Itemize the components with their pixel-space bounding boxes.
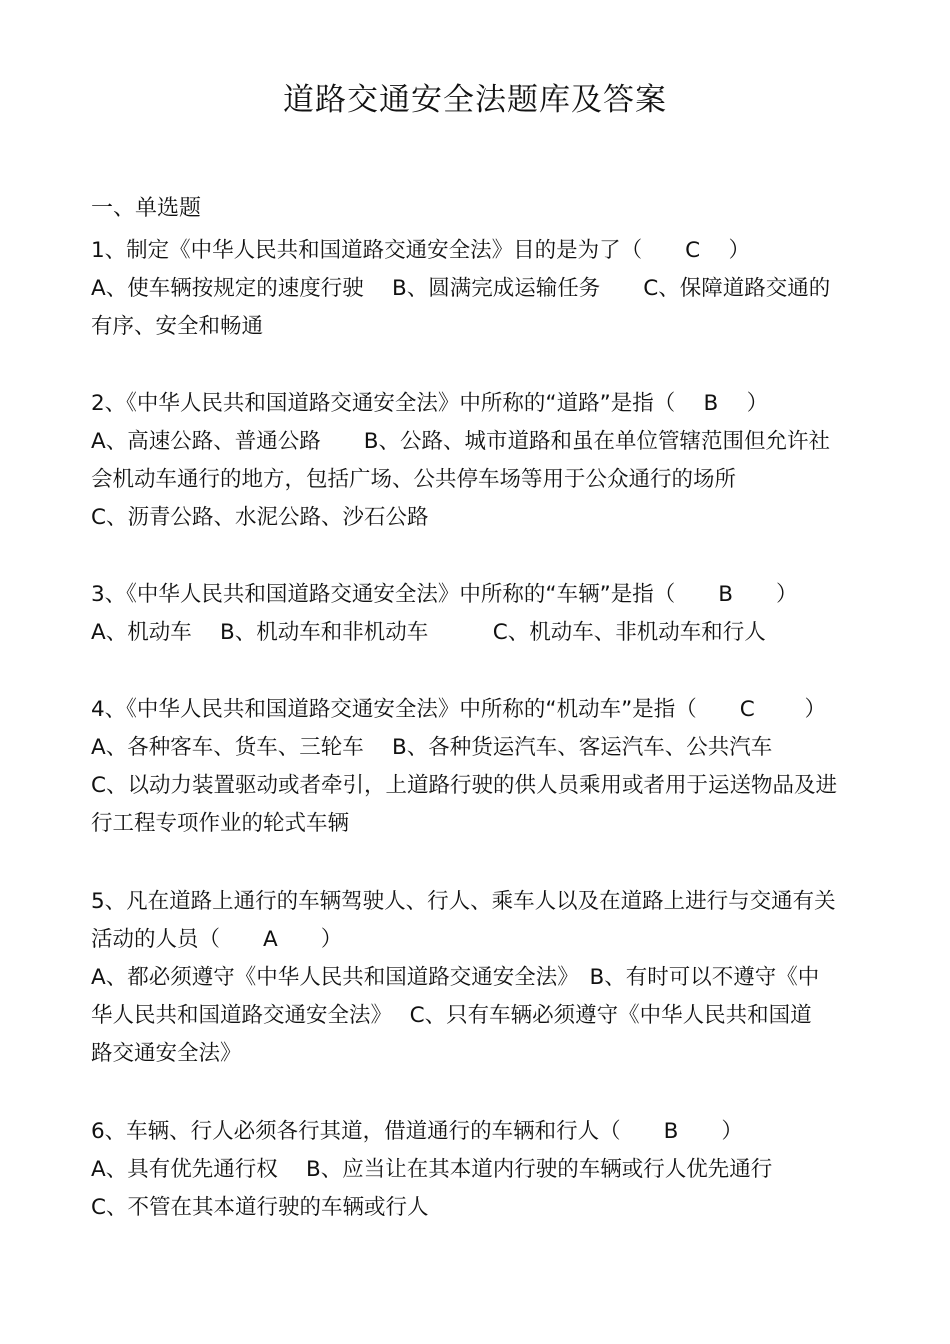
question-1-options: A、使车辆按规定的速度行驶 B、圆满完成运输任务 C、保障道路交通的 (91, 276, 831, 301)
question-3-stem: 3、《中华人民共和国道路交通安全法》中所称的“车辆”是指（ B ） (91, 582, 798, 607)
question-1-options-cont: 有序、安全和畅通 (91, 314, 264, 339)
question-6-stem: 6、车辆、行人必须各行其道，借道通行的车辆和行人（ B ） (91, 1119, 743, 1144)
question-4-options: A、各种客车、货车、三轮车 B、各种货运汽车、客运汽车、公共汽车 (91, 735, 773, 760)
document-title: 道路交通安全法题库及答案 (283, 82, 667, 118)
question-4-option-c: C、以动力装置驱动或者牵引，上道路行驶的供人员乘用或者用于运送物品及进 (91, 773, 838, 798)
question-2-options: A、高速公路、普通公路 B、公路、城市道路和虽在单位管辖范围但允许社 (91, 429, 830, 454)
section-heading: 一、单选题 (91, 196, 202, 221)
question-5-options-end: 路交通安全法》 (91, 1041, 242, 1066)
question-5-options: A、都必须遵守《中华人民共和国道路交通安全法》 B、有时可以不遵守《中 (91, 965, 820, 990)
question-6-option-c: C、不管在其本道行驶的车辆或行人 (91, 1195, 429, 1220)
question-5-stem: 5、凡在道路上通行的车辆驾驶人、行人、乘车人以及在道路上进行与交通有关 (91, 889, 836, 914)
question-2-option-c: C、沥青公路、水泥公路、沙石公路 (91, 505, 429, 530)
question-4-option-c-cont: 行工程专项作业的轮式车辆 (91, 811, 350, 836)
question-1-stem: 1、制定《中华人民共和国道路交通安全法》目的是为了（ C ） (91, 238, 751, 263)
question-2-stem: 2、《中华人民共和国道路交通安全法》中所称的“道路”是指（ B ） (91, 391, 769, 416)
question-5-options-cont: 华人民共和国道路交通安全法》 C、只有车辆必须遵守《中华人民共和国道 (91, 1003, 812, 1028)
question-6-options: A、具有优先通行权 B、应当让在其本道内行驶的车辆或行人优先通行 (91, 1157, 773, 1182)
question-5-stem-cont: 活动的人员（ A ） (91, 927, 343, 952)
question-3-options: A、机动车 B、机动车和非机动车 C、机动车、非机动车和行人 (91, 620, 766, 645)
question-2-options-cont: 会机动车通行的地方，包括广场、公共停车场等用于公众通行的场所 (91, 467, 737, 492)
question-4-stem: 4、《中华人民共和国道路交通安全法》中所称的“机动车”是指（ C ） (91, 697, 827, 722)
